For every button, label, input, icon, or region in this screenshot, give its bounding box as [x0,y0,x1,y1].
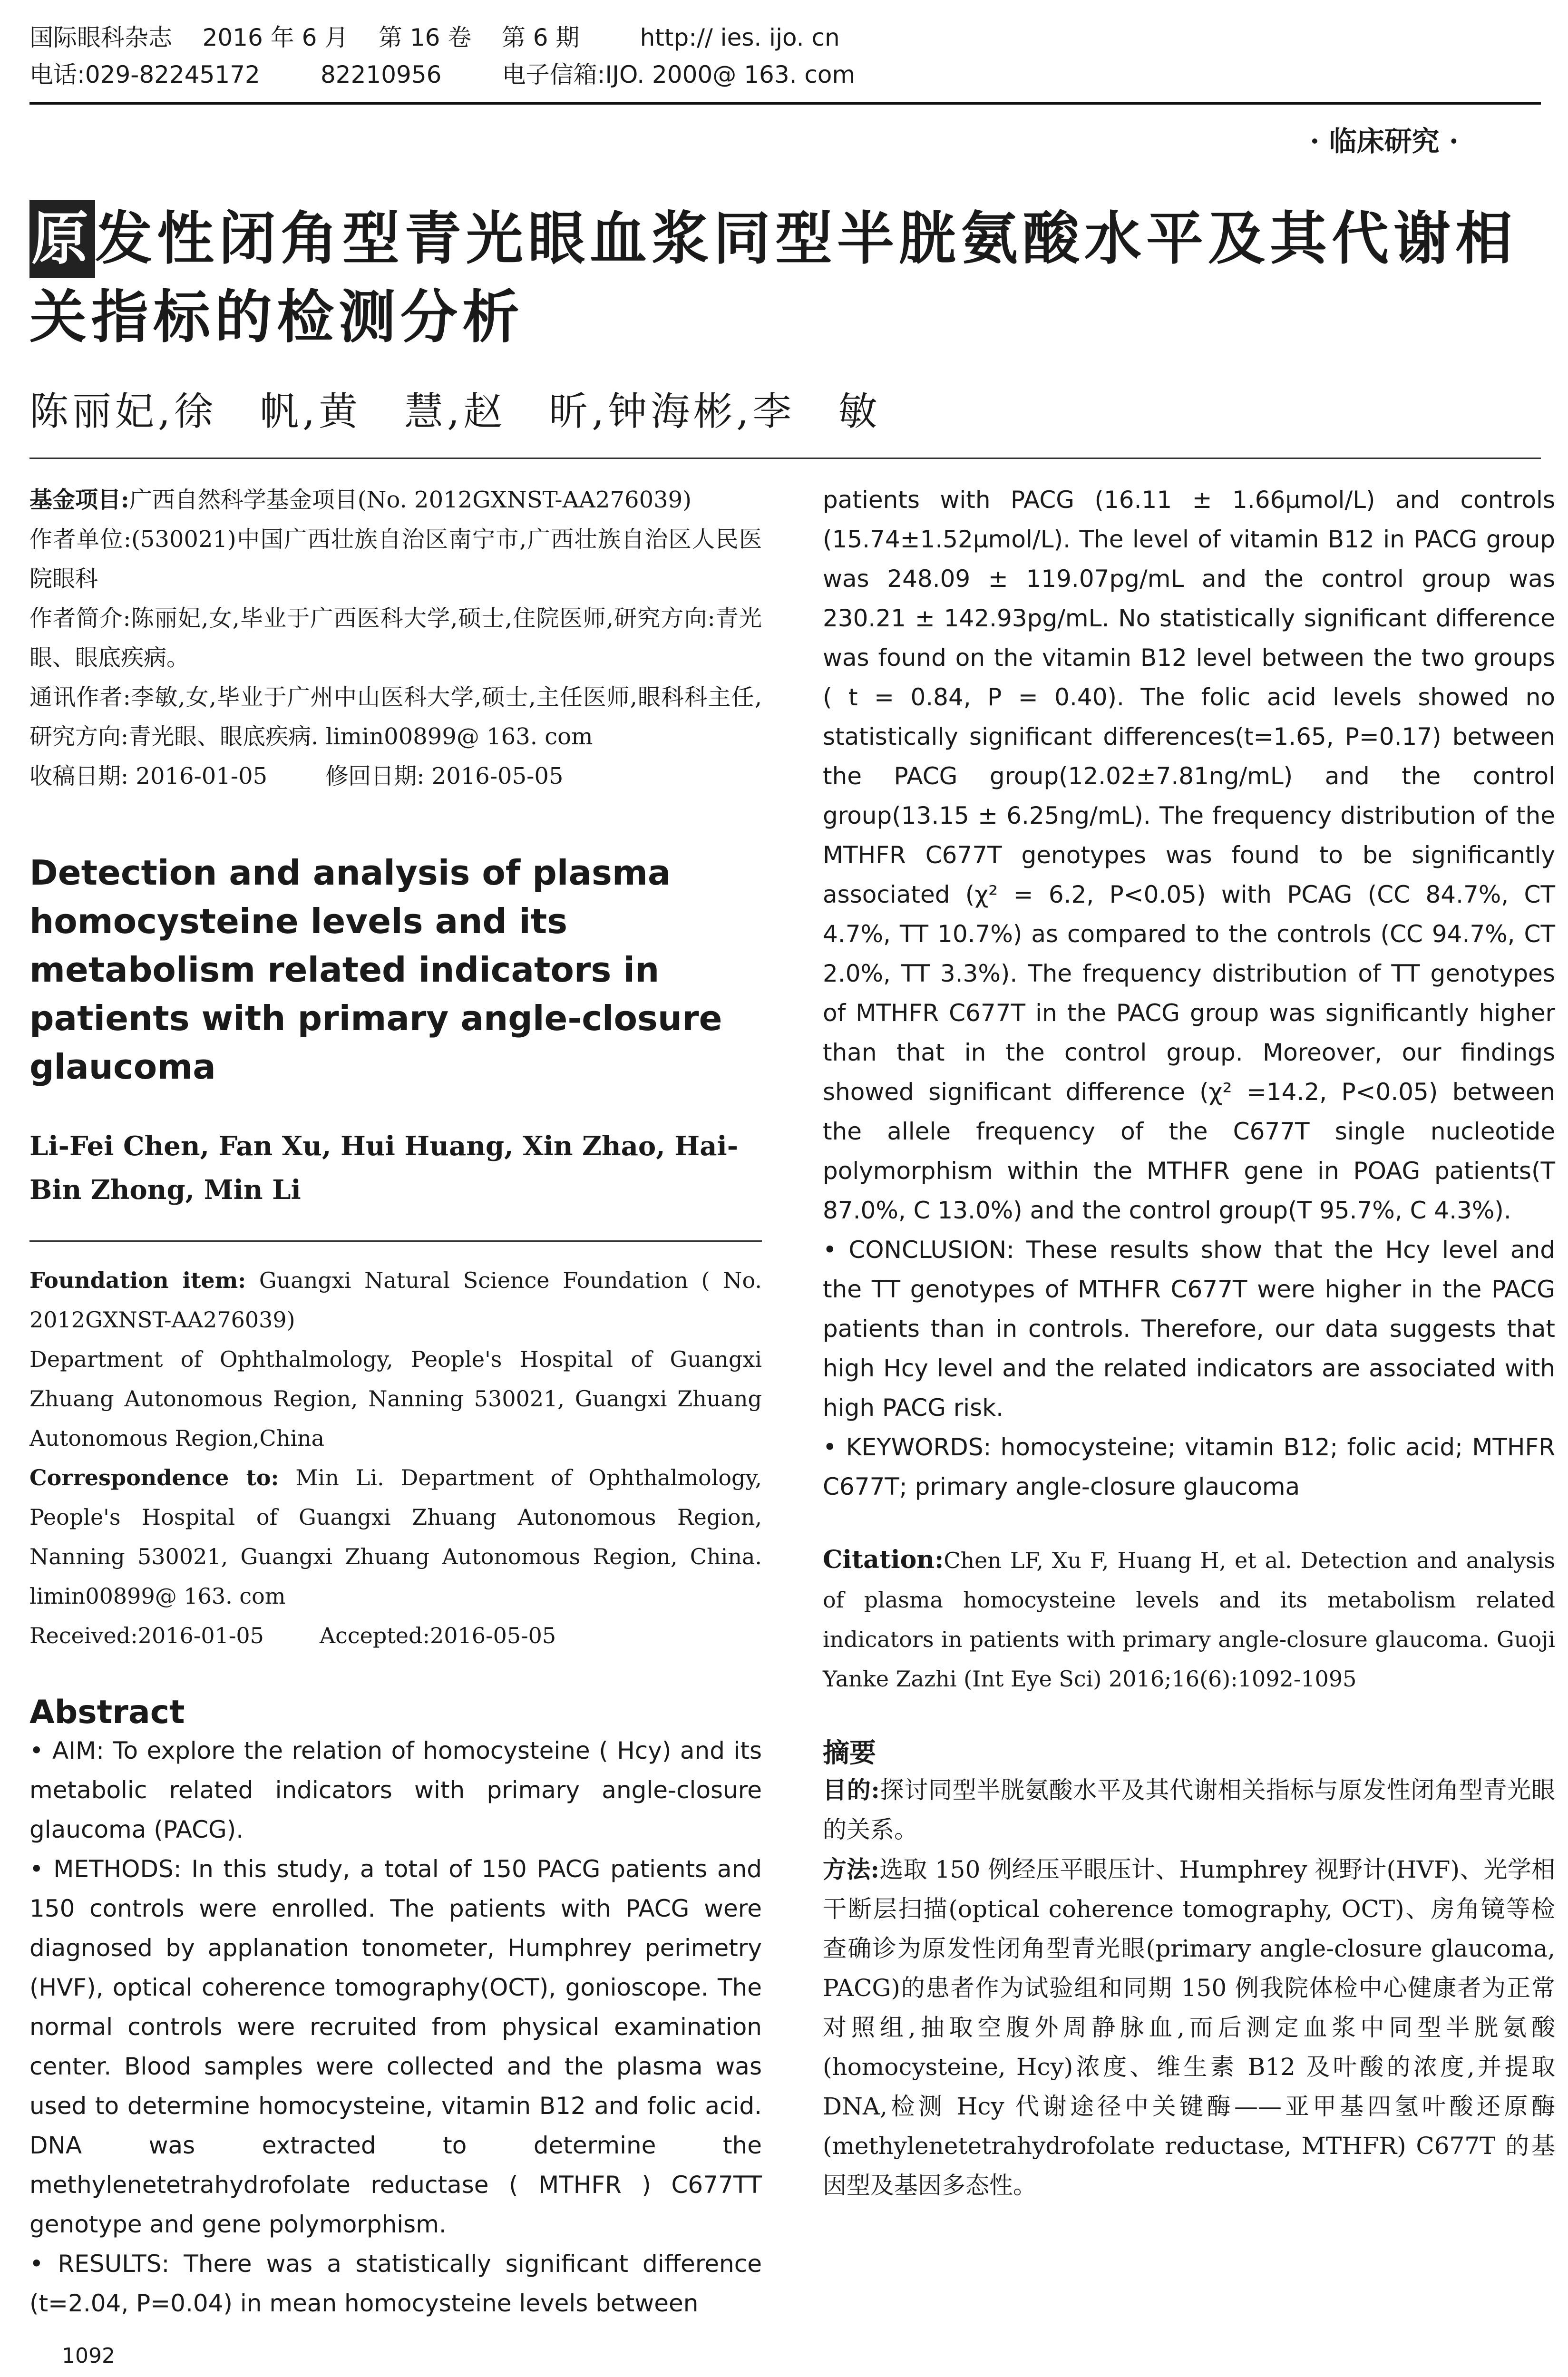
abstract-keywords: • KEYWORDS: homocysteine; vitamin B12; folic acid; MTHFR C677T; primary angle-closure glaucoma [823,1433,1555,1500]
english-authors: Li-Fei Chen, Fan Xu, Hui Huang, Xin Zhao, Hai-Bin Zhong, Min Li [29,1130,738,1206]
left-column [29,480,762,2323]
abstract-body-left [29,1731,762,2323]
english-title: Detection and analysis of plasma homocysteine levels and its metabolism related indicators in patients with primary angle-closure glaucoma [29,853,722,1087]
cn-abstract-body [823,1770,1555,2205]
page-number: 1092 [62,2344,115,2368]
abstract-conclusion: • CONCLUSION: These results show that the Hcy level and the TT genotypes of MTHFR C677T were higher in the PACG patients than in controls. Therefore, our data suggests that high Hcy level and the related indicators are associated with high PACG risk. [823,1236,1555,1422]
citation-text: Chen LF, Xu F, Huang H, et al. Detection and analysis of plasma homocysteine levels and its metabolism related indicators in patients with primary angle-closure glaucoma. Guoji Yanke Zazhi (Int Eye Sci) 2016;16(6):1092-1095 [823,1548,1555,1692]
page-title [29,200,1541,357]
abstract-heading: Abstract [29,1694,185,1731]
section-tag: · 临床研究 · [1310,125,1459,157]
right-column [823,480,1555,2205]
english-divider [29,1240,762,1242]
journal-header [29,19,1541,105]
info-author-bio: 作者简介:陈丽妃,女,毕业于广西医科大学,硕士,住院医师,研究方向:青光眼、眼底疾病。 [29,605,762,671]
title-first-char: 原 [29,200,95,278]
correspondence: Correspondence to: Min Li. Department of Ophthalmology, People's Hospital of Guangxi Zhuang Autonomous Region, Nanning 530021, Guangxi Zhuang Autonomous Region, China. limin00899@ 163. com [29,1465,762,1609]
info-affiliation: 作者单位:(530021)中国广西壮族自治区南宁市,广西壮族自治区人民医院眼科 [29,526,762,592]
header-line-2: 电话:029-82245172 82210956 电子信箱:IJO. 2000@ 163. com [29,61,856,88]
info-dates: 收稿日期: 2016-01-05 修回日期: 2016-05-05 [29,763,564,789]
citation-label: Citation: [823,1545,944,1574]
abstract-results: • RESULTS: There was a statistically significant difference (t=2.04, P=0.04) in mean homocysteine levels between [29,2250,762,2317]
cn-aim: 目的:探讨同型半胱氨酸水平及其代谢相关指标与原发性闭角型青光眼的关系。 [823,1776,1556,1843]
info-corresponding: 通讯作者:李敏,女,毕业于广州中山医科大学,硕士,主任医师,眼科科主任,研究方向:青光眼、眼底疾病. limin00899@ 163. com [29,684,762,750]
department: Department of Ophthalmology, People's Hospital of Guangxi Zhuang Autonomous Region, Nanning 530021, Guangxi Zhuang Autonomous Region,China [29,1346,762,1451]
abstract-aim: • AIM: To explore the relation of homocysteine ( Hcy) and its metabolic related indicators with primary angle-closure glaucoma (PACG). [29,1737,762,1843]
header-line-1: 国际眼科杂志 2016 年 6 月 第 16 卷 第 6 期 http:// ies. ijo. cn [29,24,840,51]
abstract-methods: • METHODS: In this study, a total of 150 PACG patients and 150 controls were enrolled. The patients with PACG were diagnosed by applanation tonometer, Humphrey perimetry (HVF), optical coherence tomography(OCT), gonioscope. The normal controls were recruited from physical examination center. Blood samples were collected and the plasma was used to determine homocysteine, vitamin B12 and folic acid. DNA was extracted to determine the methylenetetrahydrofolate reductase ( MTHFR ) C677TT genotype and gene polymorphism. [29,1855,762,2238]
abstract-body-right [823,480,1555,1507]
title-divider [29,458,1541,459]
results-text-start: There was a statistically significant difference (t=2.04, P=0.04) in mean homocysteine levels between [29,2250,762,2317]
article-info-cn [29,480,762,796]
abstract-results-continued: patients with PACG (16.11 ± 1.66μmol/L) and controls (15.74±1.52μmol/L). The level of vitamin B12 in PACG group was 248.09 ± 119.07pg/mL and the control group was 230.21 ± 142.93pg/mL. No statistically significant difference was found on the vitamin B12 level between the two groups ( t = 0.84, P = 0.40). The folic acid levels showed no statistically significant differences(t=1.65, P=0.17) between the PACG group(12.02±7.81ng/mL) and the control group(13.15 ± 6.25ng/mL). The frequency distribution of the MTHFR C677T genotypes was found to be significantly associated (χ² = 6.2, P<0.05) with PCAG (CC 84.7%, CT 4.7%, TT 10.7%) as compared to the controls (CC 94.7%, CT 2.0%, TT 3.3%). The frequency distribution of TT genotypes of MTHFR C677T in the PACG group was significantly higher than that in the control group. Moreover, our findings showed significant difference (χ² =14.2, P<0.05) between the allele frequency of the C677T single nucleotide polymorphism within the MTHFR gene in POAG patients(T 87.0%, C 13.0%) and the control group(T 95.7%, C 4.3%). [823,486,1555,1224]
cn-methods: 方法:选取 150 例经压平眼压计、Humphrey 视野计(HVF)、光学相干断层扫描(optical coherence tomography, OCT)、房角镜等检查确诊为原发性闭角型青光眼(primary angle-closure glaucoma, PACG)的患者作为试验组和同期 150 例我院体检中心健康者为正常对照组,抽取空腹外周静脉血,而后测定血浆中同型半胱氨酸(homocysteine, Hcy)浓度、维生素 B12 及叶酸的浓度,并提取 DNA,检测 Hcy 代谢途径中关键酶——亚甲基四氢叶酸还原酶(methylenetetrahydrofolate reductase, MTHFR) C677T 的基因型及基因多态性。 [823,1855,1555,2199]
cn-abstract-heading: 摘要 [823,1738,876,1769]
authors-cn: 陈丽妃,徐 帆,黄 慧,赵 昕,钟海彬,李 敏 [29,389,881,434]
article-info-en [29,1261,762,1656]
title-text: 发性闭角型青光眼血浆同型半胱氨酸水平及其代谢相关指标的检测分析 [29,206,1517,351]
citation [823,1540,1555,1699]
received-accepted: Received:2016-01-05 Accepted:2016-05-05 [29,1623,556,1648]
info-foundation: 基金项目:广西自然科学基金项目(No. 2012GXNST-AA276039) [29,487,691,513]
foundation-item: Foundation item: Guangxi Natural Science Foundation ( No. 2012GXNST-AA276039) [29,1267,762,1333]
